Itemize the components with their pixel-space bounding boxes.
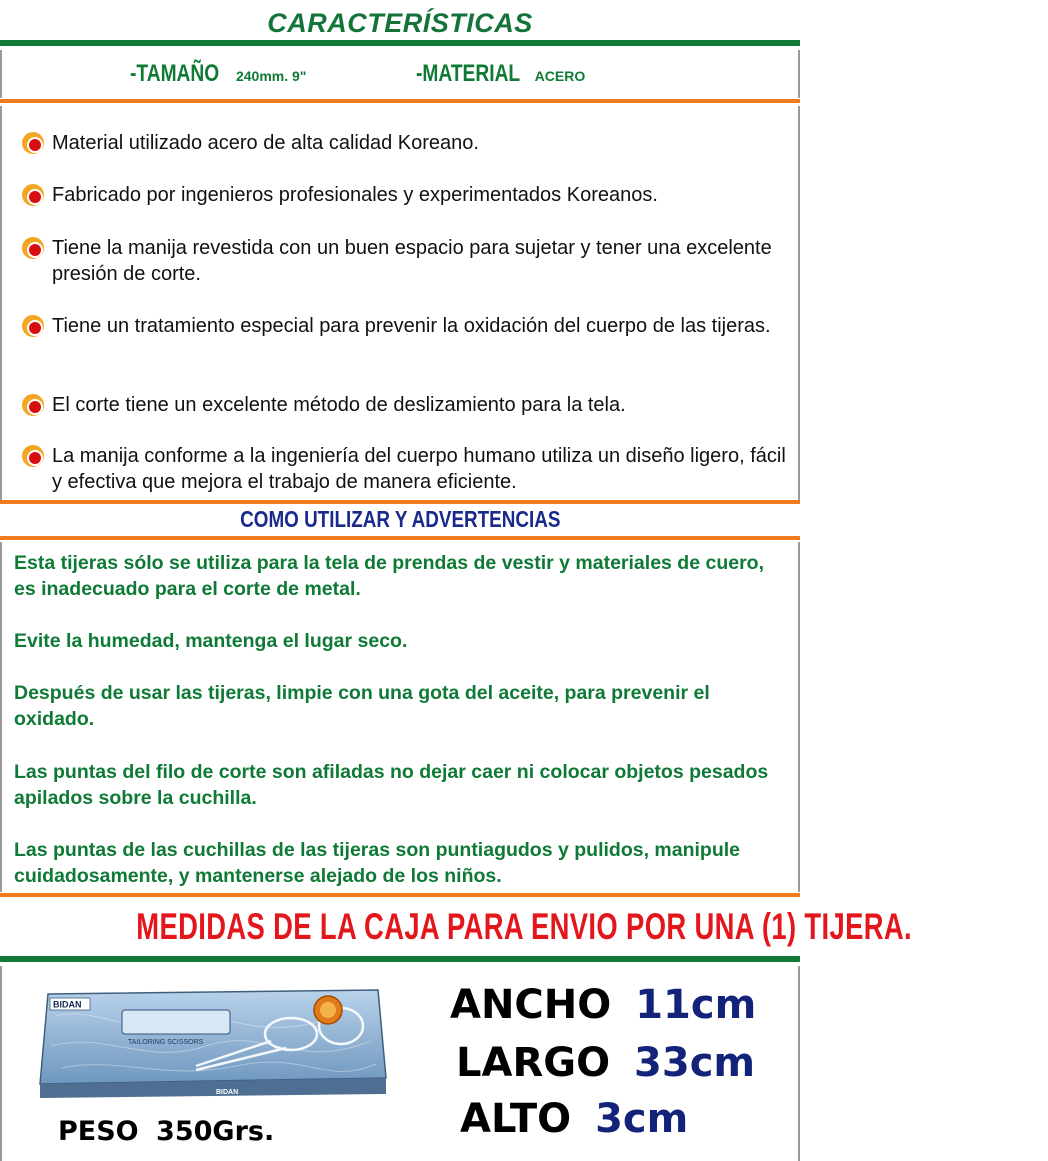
product-brand-text: BIDAN <box>53 999 82 1010</box>
features-list <box>0 106 800 502</box>
product-box-image <box>36 986 388 1098</box>
box-measures-panel <box>0 966 800 1161</box>
spec-size <box>130 60 306 88</box>
box-measures-title: MEDIDAS DE LA CAJA PARA ENVIO POR UNA (1) TIJERA. <box>136 906 912 947</box>
usage-title: COMO UTILIZAR Y ADVERTENCIAS <box>239 506 561 532</box>
bullet-icon <box>22 237 44 259</box>
box-width <box>450 982 756 1028</box>
box-height-label: ALTO <box>460 1096 572 1142</box>
page-title: CARACTERÍSTICAS <box>267 8 533 38</box>
box-length-value: 33cm <box>634 1040 756 1086</box>
list-item: Tiene la manija revestida con un buen espacio para sujetar y tener una excelente presión de corte. <box>22 235 792 287</box>
box-length <box>456 1040 755 1086</box>
list-item: Fabricado por ingenieros profesionales y experimentados Koreanos. <box>22 182 792 208</box>
divider-green-bottom <box>0 956 800 962</box>
box-height-value: 3cm <box>595 1096 689 1142</box>
box-measures-title-bar <box>0 906 912 948</box>
bullet-icon <box>22 184 44 206</box>
spec-size-label: -TAMAÑO <box>130 60 220 87</box>
page-title-bar <box>0 0 800 44</box>
usage-title-bar <box>0 506 800 533</box>
spec-material <box>416 60 585 88</box>
divider-orange-2 <box>0 500 800 504</box>
warnings-list <box>0 542 800 892</box>
list-item: El corte tiene un excelente método de deslizamiento para la tela. <box>22 392 792 418</box>
bullet-icon <box>22 394 44 416</box>
box-width-label: ANCHO <box>450 982 612 1028</box>
list-item: La manija conforme a la ingeniería del cuerpo humano utiliza un diseño ligero, fácil y efectiva que mejora el trabajo de manera eficiente. <box>22 443 792 495</box>
list-item: Esta tijeras sólo se utiliza para la tela de prendas de vestir y materiales de cuero, es inadecuado para el corte de metal. <box>14 552 764 600</box>
divider-orange-4 <box>0 893 800 897</box>
box-weight-value: 350Grs. <box>156 1116 275 1147</box>
list-item: Evite la humedad, mantenga el lugar seco. <box>14 630 408 652</box>
box-weight <box>58 1116 274 1147</box>
list-item: Las puntas de las cuchillas de las tijeras son puntiagudos y pulidos, manipule cuidadosamente, y mantenerse alejado de los niños. <box>14 839 741 887</box>
divider-orange-3 <box>0 536 800 540</box>
spec-material-label: -MATERIAL <box>416 60 521 87</box>
list-item: Tiene un tratamiento especial para prevenir la oxidación del cuerpo de las tijeras. <box>22 313 792 339</box>
box-weight-label: PESO <box>58 1116 139 1147</box>
bullet-icon <box>22 315 44 337</box>
box-height <box>460 1096 688 1142</box>
divider-orange-1 <box>0 99 800 103</box>
divider-green-top <box>0 40 800 46</box>
list-item: Después de usar las tijeras, limpie con una gota del aceite, para prevenir el oxidado. <box>14 682 710 730</box>
spec-size-value: 240mm. 9" <box>235 68 307 84</box>
product-subtitle-text: TAILORING SCISSORS <box>128 1039 204 1046</box>
product-side-brand-text: BIDAN <box>216 1089 239 1096</box>
list-item: Las puntas del filo de corte son afiladas no dejar caer ni colocar objetos pesados apilados sobre la cuchilla. <box>14 761 769 809</box>
bullet-icon <box>22 132 44 154</box>
list-item: Material utilizado acero de alta calidad Koreano. <box>22 130 792 156</box>
box-width-value: 11cm <box>635 982 757 1028</box>
specs-row <box>0 50 800 98</box>
bullet-icon <box>22 445 44 467</box>
spec-material-value: ACERO <box>534 68 586 84</box>
box-length-label: LARGO <box>456 1040 611 1086</box>
